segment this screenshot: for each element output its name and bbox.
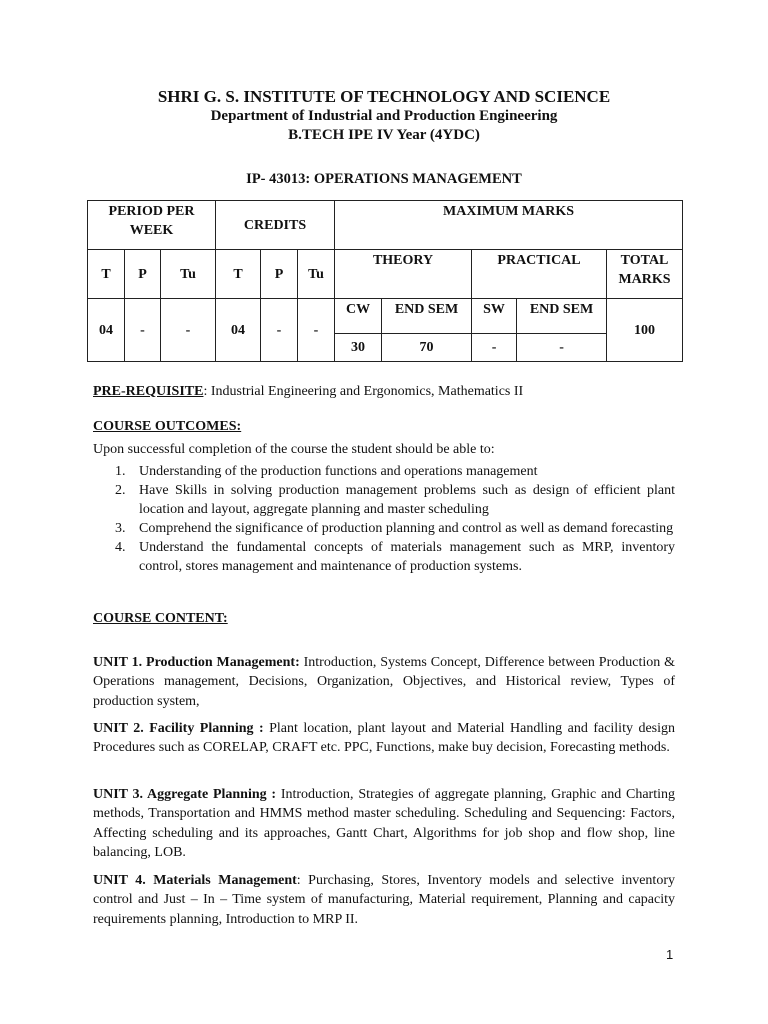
credits-header: CREDITS (216, 201, 335, 250)
unit-3-title: UNIT 3. Aggregate Planning : (93, 787, 277, 802)
unit-2-title: UNIT 2. Facility Planning : (93, 721, 264, 736)
unit-2 (93, 719, 675, 758)
prerequisite-text: : Industrial Engineering and Ergonomics, Mathematics II (203, 384, 524, 399)
period-t-header: T (88, 250, 125, 299)
department-title: Department of Industrial and Production Engineering (210, 108, 558, 124)
institute-title: SHRI G. S. INSTITUTE OF TECHNOLOGY AND SCIENCE (157, 87, 611, 106)
period-p-value: - (125, 299, 161, 362)
theory-header: THEORY (335, 250, 472, 299)
maximum-marks-header: MAXIMUM MARKS (335, 201, 683, 250)
list-item-text: Understanding of the production functions and operations management (139, 464, 538, 479)
list-item-number: 4. (115, 540, 126, 555)
prerequisite-line (93, 382, 683, 401)
credit-t-header: T (216, 250, 261, 299)
credit-t-value: 04 (216, 299, 261, 362)
sw-header: SW (472, 299, 517, 334)
total-marks-header: TOTAL MARKS (607, 250, 683, 299)
list-item (115, 538, 675, 576)
course-title: IP- 43013: OPERATIONS MANAGEMENT (246, 171, 522, 187)
list-item (115, 462, 675, 481)
course-outcomes-heading: COURSE OUTCOMES: (93, 419, 242, 434)
unit-3 (93, 785, 675, 863)
period-per-week-header: PERIOD PER WEEK (88, 201, 216, 250)
list-item (115, 519, 675, 538)
course-content-heading: COURSE CONTENT: (93, 611, 228, 626)
list-item-number: 2. (115, 483, 126, 498)
credit-tu-header: Tu (298, 250, 335, 299)
unit-4 (93, 871, 675, 929)
list-item (115, 481, 675, 519)
practical-end-sem-header: END SEM (517, 299, 607, 334)
period-p-header: P (125, 250, 161, 299)
unit-1-text: Introduction, Systems Concept, Difference between Production & Operations management, Decisions, Organization, Objectives, and Historical review, Types of production system, (93, 655, 675, 709)
list-item-number: 1. (115, 464, 126, 479)
unit-4-title: UNIT 4. Materials Management (93, 873, 297, 888)
program-title: B.TECH IPE IV Year (4YDC) (288, 127, 480, 143)
course-outcomes-intro: Upon successful completion of the course the student should be able to: (93, 442, 495, 457)
prerequisite-label: PRE-REQUISITE (93, 384, 204, 399)
unit-3-text: Introduction, Strategies of aggregate planning, Graphic and Charting methods, Transportation and HMMS method master scheduling. Scheduling and Sequencing: Factors, Affecting scheduling and its approaches, Gantt Chart, Algorithms for job shop and flow shop, line balancing, LOB. (93, 787, 675, 861)
period-tu-header: Tu (161, 250, 216, 299)
period-t-value: 04 (88, 299, 125, 362)
list-item-text: Understand the fundamental concepts of materials management such as MRP, inventory control, stores management and maintenance of production systems. (139, 540, 675, 574)
period-tu-value: - (161, 299, 216, 362)
unit-2-text: Plant location, plant layout and Material Handling and facility design Procedures such as CORELAP, CRAFT etc. PPC, Functions, make buy decision, Forecasting methods. (93, 721, 675, 756)
list-item-number: 3. (115, 521, 126, 536)
practical-end-sem-value: - (517, 334, 607, 362)
credit-p-value: - (261, 299, 298, 362)
marks-table (87, 200, 683, 362)
unit-4-text: : Purchasing, Stores, Inventory models and selective inventory control and Just – In – Time system of manufacturing, Material requirement, Planning and capacity requirements planning, Introduction to MRP II. (93, 873, 675, 927)
list-item-text: Have Skills in solving production management problems such as design of efficient plant location and layout, aggregate planning and master scheduling (139, 483, 675, 517)
credit-p-header: P (261, 250, 298, 299)
cw-value: 30 (335, 334, 382, 362)
credit-tu-value: - (298, 299, 335, 362)
total-marks-value: 100 (607, 299, 683, 362)
practical-header: PRACTICAL (472, 250, 607, 299)
cw-header: CW (335, 299, 382, 334)
list-item-text: Comprehend the significance of production planning and control as well as demand forecasting (139, 521, 674, 536)
course-outcomes-list (93, 462, 675, 576)
page-number: 1 (666, 947, 674, 962)
unit-1-title: UNIT 1. Production Management: (93, 655, 300, 670)
unit-1 (93, 653, 675, 711)
sw-value: - (472, 334, 517, 362)
theory-end-sem-header: END SEM (382, 299, 472, 334)
theory-end-sem-value: 70 (382, 334, 472, 362)
